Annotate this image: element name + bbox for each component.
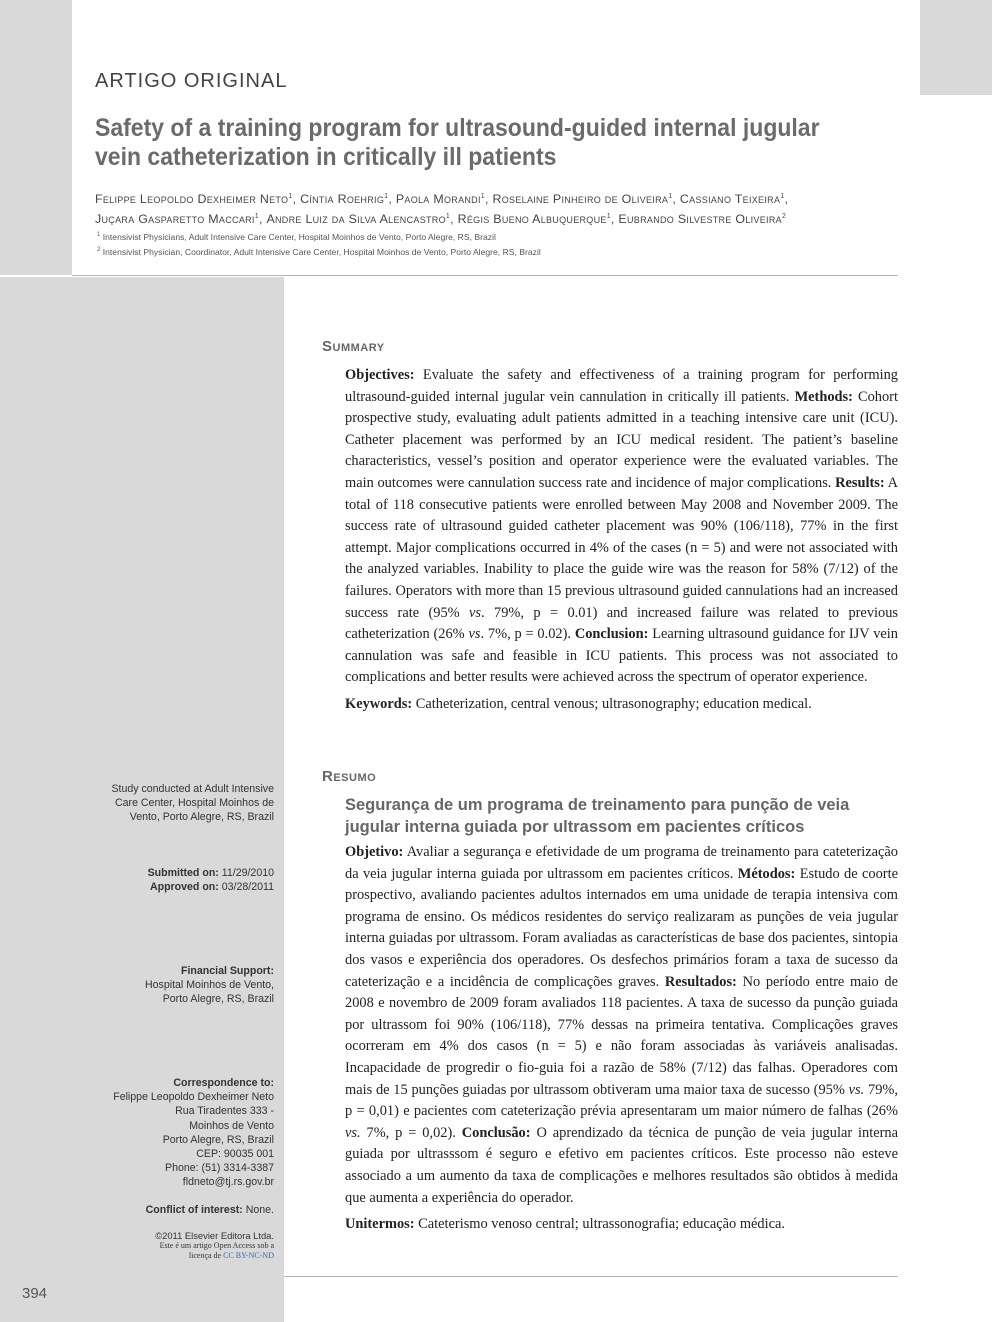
summary-heading: Summary bbox=[322, 338, 385, 355]
financial-support: Financial Support: Hospital Moinhos de Vento, Porto Alegre, RS, Brazil bbox=[145, 965, 274, 1006]
decorative-left-band bbox=[0, 0, 72, 275]
resumo-body: Objetivo: Avaliar a segurança e efetividade de um programa de treinamento para cateterização da veia jugular interna guiada por ultrassom em pacientes críticos. Métodos: Estudo de coorte prospectivo, avaliando pacientes adultos internados em uma unidade de terapia intensiva com programa de ensino. Os médicos residentes do serviço realizaram as punções de veia jugular interna guiadas por ultrassom. Foram avaliadas as características de base dos pacientes, sintopia dos vasos e experiência dos operadores. Os desfechos primários foram a taxa de sucesso da cateterização e a incidência de complicações graves. Resultados: No período entre maio de 2008 e novembro de 2009 foram avaliados 118 pacientes. A taxa de sucesso da punção guiada por ultrassom foi 90% (106/118), 77% dessas na primeira tentativa. Complicações graves ocorreram em 4% dos casos (n = 5) e não foram associadas às variáveis analisadas. Incapacidade de progredir o fio-guia foi a razão de 58% (7/12) das falhas. Operadores com mais de 15 punções guiadas por ultrassom obtiveram uma maior taxa de sucesso (95% vs. 79%, p = 0,01) e pacientes com cateterização prévia apresentaram um maior número de falhas (26% vs. 7%, p = 0,02). Conclusão: O aprendizado da técnica de punção de veia jugular interna guiada por ultrasssom é seguro e efetivo em pacientes críticos. Este processo não esteve associado a um aumento da taxa de complicações e melhores resultados são obtidos à medida que aumenta a experiência do operador. bbox=[345, 844, 898, 1206]
summary-keywords: Keywords: Catheterization, central venous; ultrasonography; education medical. bbox=[345, 695, 812, 712]
author: Cíntia Roehrig$^1$, bbox=[300, 192, 396, 207]
resumo-title: Segurança de um programa de treinamento para punção de veia jugular interna guiada por ultrassom em pacientes críticos bbox=[345, 796, 850, 836]
article-title: Safety of a training program for ultrasound-guided internal jugular vein catheterization in critically ill patients bbox=[95, 114, 820, 171]
affiliations bbox=[97, 229, 897, 259]
author: Cassiano Teixeira$^1$, bbox=[679, 192, 789, 207]
author: Paola Morandi$^1$, bbox=[395, 192, 493, 207]
footer-divider bbox=[284, 1276, 898, 1277]
submission-dates: Submitted on: 11/29/2010 Approved on: 03/28/2011 bbox=[147, 867, 274, 894]
section-label: ARTIGO ORIGINAL bbox=[95, 70, 288, 92]
summary-body: Objectives: Evaluate the safety and effectiveness of a training program for performing ultrasound-guided internal jugular vein cannulation in critically ill patients. Methods: Cohort prospective study, evaluating adult patients admitted in a teaching intensive care unit (ICU). Catheter placement was performed by an ICU medical resident. The patient’s baseline characteristics, vessel’s position and operator experience were the evaluated variables. The main outcomes were cannulation success rate and incidence of major complications. Results: A total of 118 consecutive patients were enrolled between May 2008 and November 2009. The success rate of ultrasound guided catheter placement was 90% (106/118), 77% in the first attempt. Major complications occurred in 4% of the cases (n = 5) and were not associated with the analyzed variables. Inability to place the guide wire was the reason for 58% (7/12) of the failures. Operators with more than 15 previous ultrasound guided cannulations had an increased success rate (95% vs. 79%, p = 0.01) and increased failure was related to previous catheterization (26% vs. 7%, p = 0.02). Conclusion: Learning ultrasound guidance for IJV vein cannulation was safe and feasible in ICU patients. This process was not associated to complications and better results were achieved across the spectrum of operator experience. bbox=[345, 367, 898, 686]
email-link[interactable]: fldneto@tj.rs.gov.br bbox=[182, 1176, 274, 1189]
header-divider bbox=[72, 275, 898, 276]
author: Régis Bueno Albuquerque$^1$, bbox=[457, 212, 619, 227]
author: Felippe Leopoldo Dexheimer Neto$^1$, bbox=[95, 192, 301, 207]
page-number: 394 bbox=[22, 1285, 48, 1302]
conflict-of-interest: Conflict of interest: None. bbox=[145, 1204, 274, 1216]
decorative-right-band bbox=[920, 0, 992, 95]
affiliation: $^1$ Intensivist Physicians, Adult Intensive Care Center, Hospital Moinhos de Vento, Porto Alegre, RS, Brazil bbox=[97, 231, 496, 242]
author: Juçara Gasparetto Maccari$^1$, bbox=[95, 212, 267, 227]
author: Eubrando Silvestre Oliveira$^2$ bbox=[618, 212, 787, 227]
license-link[interactable]: CC BY-NC-ND bbox=[223, 1251, 274, 1260]
affiliation: $^2$ Intensivist Physician, Coordinator, Adult Intensive Care Center, Hospital Moinhos de Vento, Porto Alegre, RS, Brazil bbox=[97, 246, 541, 257]
resumo-keywords: Unitermos: Cateterismo venoso central; ultrassonografia; educação médica. bbox=[345, 1216, 785, 1233]
author-list bbox=[95, 188, 905, 228]
summary-abstract bbox=[345, 365, 898, 716]
author: Roselaine Pinheiro de Oliveira$^1$, bbox=[492, 192, 680, 207]
study-location: Study conducted at Adult Intensive Care Center, Hospital Moinhos de Vento, Porto Alegre, RS, Brazil bbox=[111, 783, 274, 824]
author: Andre Luiz da Silva Alencastro$^1$, bbox=[266, 212, 458, 227]
copyright-notice: ©2011 Elsevier Editora Ltda. Este é um artigo Open Access sob a licença de CC BY-NC-ND bbox=[155, 1230, 274, 1260]
resumo-abstract bbox=[345, 842, 898, 1236]
correspondence: Correspondence to: Felippe Leopoldo Dexheimer Neto Rua Tiradentes 333 - Moinhos de Vento Porto Alegre, RS, Brazil CEP: 90035 001 Phone: (51) 3314-3387 fldneto@tj.rs.gov.br bbox=[92, 1076, 274, 1190]
resumo-heading: Resumo bbox=[322, 768, 377, 785]
